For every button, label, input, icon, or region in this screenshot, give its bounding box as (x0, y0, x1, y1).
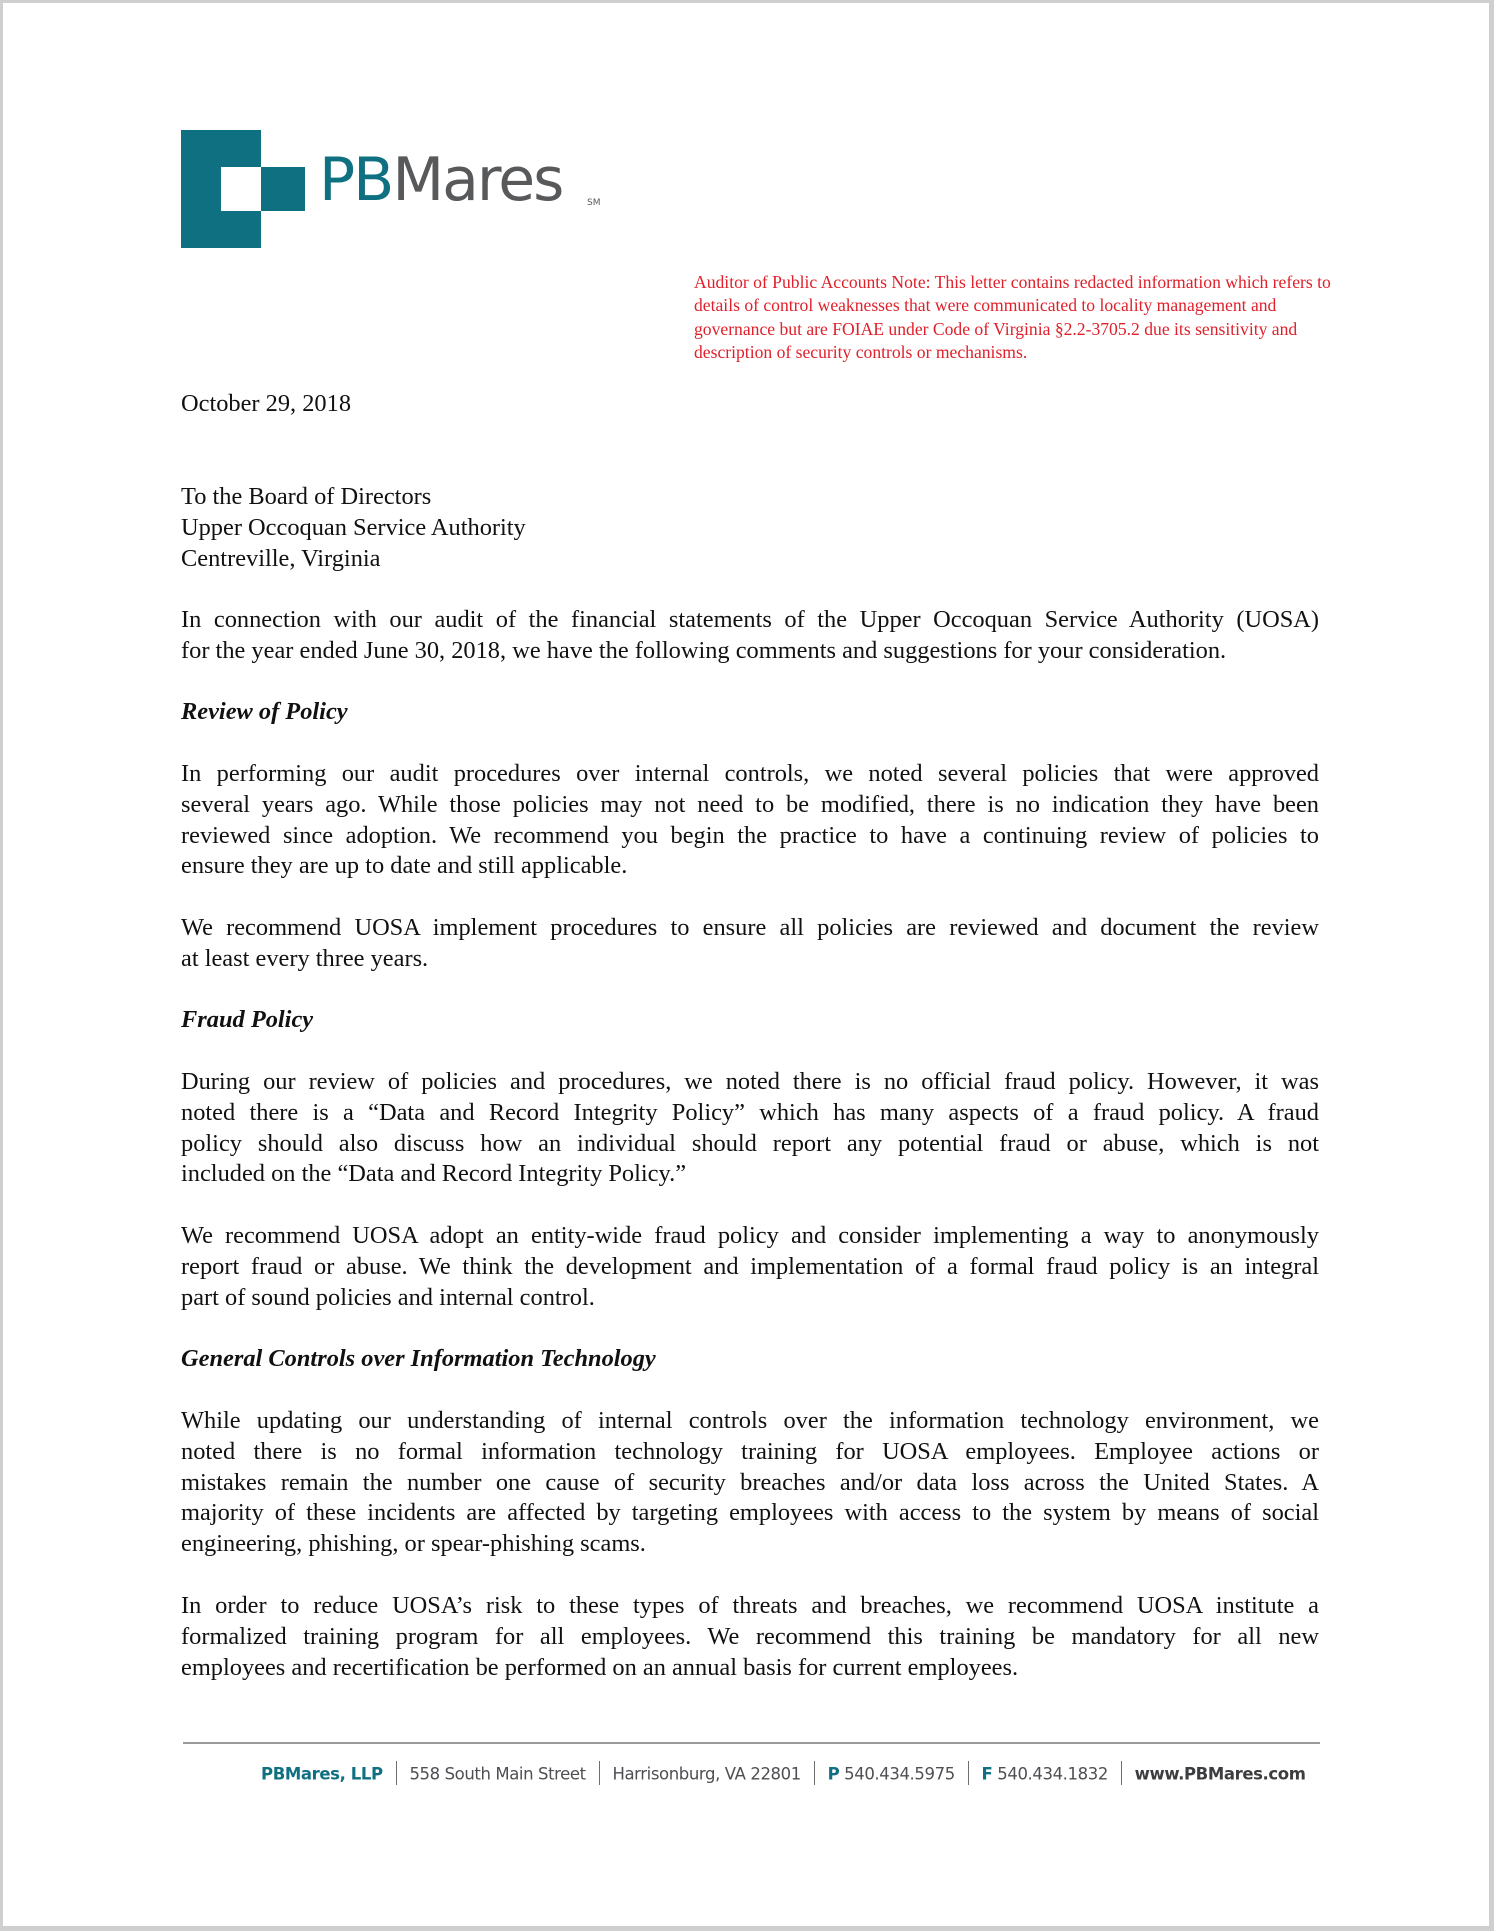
apa-redaction-note (694, 271, 1414, 364)
recipient-line: To the Board of Directors (181, 483, 432, 510)
footer-city: Harrisonburg, VA 22801 (612, 1764, 801, 1784)
text-line: formalized training program for all employees. We recommend this training be mandatory for all new (181, 1622, 1319, 1650)
it-controls-paragraph-2 (181, 1591, 1319, 1683)
section-heading-fraud-policy: Fraud Policy (181, 1006, 314, 1033)
pbmares-logo (181, 130, 621, 255)
logo-wordmark (319, 145, 563, 215)
text-line: noted there is no formal information technology training for UOSA employees. Employee actions or (181, 1437, 1319, 1465)
apa-note-line: governance but are FOIAE under Code of Virginia §2.2-3705.2 due its sensitivity and (694, 318, 1298, 339)
apa-note-line: details of control weaknesses that were communicated to locality management and (694, 295, 1277, 316)
text-line: employees and recertification be performed on an annual basis for current employees. (181, 1653, 1019, 1681)
text-line: several years ago. While those policies may not need to be modified, there is no indication they have been (181, 790, 1319, 818)
section-heading-it-general-controls: General Controls over Information Technology (181, 1345, 656, 1372)
footer-website-link[interactable]: www.PBMares.com (1134, 1764, 1306, 1784)
text-line: engineering, phishing, or spear-phishing scams. (181, 1530, 646, 1558)
it-controls-paragraph-1 (181, 1406, 1319, 1560)
footer-separator (599, 1761, 600, 1785)
text-line: part of sound policies and internal control. (181, 1283, 595, 1311)
text-line: While updating our understanding of internal controls over the information technology environment, we (181, 1407, 1319, 1434)
footer-firm-name: PBMares, LLP (261, 1764, 383, 1784)
logo-pb: PB (319, 145, 393, 215)
text-line: In order to reduce UOSA’s risk to these types of threats and breaches, we recommend UOSA institute a (181, 1592, 1319, 1619)
logo-mares: Mares (392, 145, 563, 215)
text-line: at least every three years. (181, 944, 429, 972)
text-line: We recommend UOSA implement procedures to ensure all policies are reviewed and document the review (181, 914, 1319, 941)
text-line: included on the “Data and Record Integrity Policy.” (181, 1160, 687, 1188)
footer-separator (968, 1761, 969, 1785)
logo-mark-icon (181, 130, 305, 248)
text-line: report fraud or abuse. We think the development and implementation of a formal fraud policy is an integral (181, 1252, 1319, 1280)
text-line: mistakes remain the number one cause of security breaches and/or data loss across the United States. A (181, 1468, 1319, 1496)
text-line: for the year ended June 30, 2018, we have the following comments and suggestions for your consideration. (181, 636, 1227, 664)
section-heading-review-of-policy: Review of Policy (181, 698, 348, 725)
text-line: ensure they are up to date and still applicable. (181, 852, 628, 880)
intro-paragraph (181, 605, 1319, 667)
footer-separator (1121, 1761, 1122, 1785)
text-line: reviewed since adoption. We recommend you begin the practice to have a continuing review of policies to (181, 821, 1319, 849)
footer-separator (396, 1761, 397, 1785)
recipient-address (181, 482, 1319, 574)
footer-separator (814, 1761, 815, 1785)
footer-street: 558 South Main Street (409, 1764, 586, 1784)
footer-fax-label: F (981, 1764, 993, 1784)
text-line: majority of these incidents are affected by targeting employees with access to the system by means of social (181, 1499, 1319, 1527)
text-line: In connection with our audit of the financial statements of the Upper Occoquan Service Authority (UOSA) (181, 606, 1319, 633)
apa-note-line: Auditor of Public Accounts Note: This letter contains redacted information which refers to (694, 272, 1331, 292)
text-line: noted there is a “Data and Record Integrity Policy” which has many aspects of a fraud policy. A fraud (181, 1098, 1319, 1126)
service-mark: SM (587, 198, 601, 208)
footer-divider (183, 1742, 1320, 1744)
review-policy-paragraph-1 (181, 759, 1319, 882)
review-policy-paragraph-2 (181, 913, 1319, 975)
recipient-line: Upper Occoquan Service Authority (181, 513, 526, 541)
letter-page (3, 3, 1489, 1926)
fraud-policy-paragraph-1 (181, 1067, 1319, 1190)
apa-note-line: description of security controls or mechanisms. (694, 341, 1028, 362)
text-line: In performing our audit procedures over internal controls, we noted several policies that were approved (181, 760, 1319, 787)
footer-fax: 540.434.1832 (997, 1764, 1108, 1784)
footer-phone-label: P (827, 1764, 840, 1784)
recipient-line: Centreville, Virginia (181, 544, 381, 572)
footer-phone: 540.434.5975 (844, 1764, 955, 1784)
letter-date: October 29, 2018 (181, 390, 352, 417)
text-line: We recommend UOSA adopt an entity-wide fraud policy and consider implementing a way to anonymously (181, 1222, 1319, 1249)
text-line: During our review of policies and procedures, we noted there is no official fraud policy. However, it was (181, 1068, 1319, 1095)
fraud-policy-paragraph-2 (181, 1221, 1319, 1313)
letterhead-footer (261, 1763, 1306, 1787)
text-line: policy should also discuss how an individual should report any potential fraud or abuse, which is not (181, 1129, 1319, 1157)
